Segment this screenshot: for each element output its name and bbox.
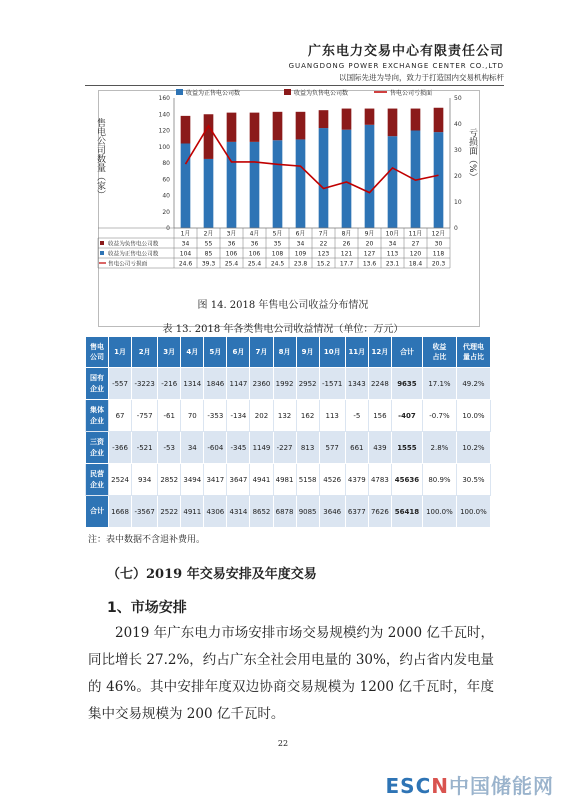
bar-negative	[181, 116, 191, 144]
table-row	[86, 464, 491, 496]
row-label: 民营 企业	[86, 464, 109, 496]
x-tick-label: 3月	[226, 230, 237, 238]
table-data-label: 118	[432, 250, 445, 258]
table-data-label: 30	[434, 240, 443, 248]
table-cell: -134	[227, 400, 250, 432]
table-data-label: 26	[342, 240, 351, 248]
subsection-title: 1、市场安排	[107, 600, 187, 616]
table-cell: 1314	[181, 368, 204, 400]
table-data-label: 34	[296, 240, 305, 248]
table-cell: 45636	[391, 464, 422, 496]
table-cell: 813	[296, 432, 319, 464]
table-cell: -407	[391, 400, 422, 432]
y-tick-label: 160	[158, 95, 170, 102]
table-cell: 2360	[250, 368, 273, 400]
table-cell: -345	[227, 432, 250, 464]
legend-label: 售电公司亏损面	[390, 90, 433, 97]
company-name-cn: 广东电力交易中心有限责任公司	[307, 44, 504, 59]
table-header-row	[86, 337, 491, 368]
table-cell: 10.2%	[456, 432, 490, 464]
table-cell: 56418	[391, 496, 422, 528]
table-data-label: 85	[204, 250, 213, 258]
bar-positive	[181, 144, 191, 229]
row-label: 国有 企业	[86, 368, 109, 400]
y2-tick-label: 10	[454, 199, 462, 206]
table-cell: -557	[109, 368, 132, 400]
x-tick-label: 10月	[385, 230, 400, 238]
table-cell: 4783	[368, 464, 391, 496]
table-data-label: 108	[271, 250, 284, 258]
table-header-cell: 合计	[391, 337, 422, 368]
page-number: 22	[277, 739, 289, 748]
bar-negative	[388, 109, 398, 137]
table-cell: 8652	[250, 496, 273, 528]
table-data-label: 25.4	[247, 260, 262, 268]
table-data-label: 120	[409, 250, 422, 258]
company-name-en: GUANGDONG POWER EXCHANGE CENTER CO.,LTD	[288, 62, 504, 70]
legend-label: 收益为正售电公司数	[186, 90, 241, 97]
table-data-label: 106	[248, 250, 261, 258]
table-header-cell: 12月	[368, 337, 391, 368]
table-data-label: 17.7	[339, 260, 354, 268]
table-cell: 4526	[319, 464, 345, 496]
table-cell: 3646	[319, 496, 345, 528]
table-cell: 49.2%	[456, 368, 490, 400]
table-cell: 10.0%	[456, 400, 490, 432]
table-header-cell: 2月	[132, 337, 158, 368]
bar-positive	[227, 142, 237, 228]
figure-caption: 图 14. 2018 年售电公司收益分布情况	[197, 300, 369, 311]
section-title: （七）2019 年交易安排及年度交易	[107, 567, 317, 582]
table-data-label: 34	[181, 240, 190, 248]
loss-rate-line	[186, 126, 439, 193]
table-cell: -3223	[132, 368, 158, 400]
revenue-table	[85, 336, 491, 528]
page-header	[289, 40, 504, 83]
table-data-label: 123	[317, 250, 330, 258]
table-cell: 113	[319, 400, 345, 432]
bar-negative	[227, 113, 237, 142]
table-data-label: 18.4	[408, 260, 423, 268]
company-slogan: 以国际先进为导向，致力于打造国内交易机构标杆	[339, 73, 504, 82]
table-header-cell: 1月	[109, 337, 132, 368]
table-data-label: 113	[386, 250, 399, 258]
table-header-cell: 7月	[250, 337, 273, 368]
table-cell: 132	[273, 400, 296, 432]
bar-positive	[365, 125, 375, 228]
table-cell: 162	[296, 400, 319, 432]
y-tick-label: 0	[166, 225, 170, 232]
table-note: 注：表中数据不含退补费用。	[88, 535, 206, 545]
table-cell: -61	[158, 400, 181, 432]
watermark-logo: ESCN中国储能网	[385, 774, 554, 798]
table-cell: 17.1%	[422, 368, 456, 400]
table-row-label: 收益为负售电公司数	[108, 241, 159, 248]
table-cell: 30.5%	[456, 464, 490, 496]
table-header-cell: 代理电 量占比	[456, 337, 490, 368]
table-header-cell: 11月	[345, 337, 368, 368]
table-data-label: 36	[250, 240, 259, 248]
table-header-cell: 4月	[181, 337, 204, 368]
table-cell: 6878	[273, 496, 296, 528]
table-cell: -0.7%	[422, 400, 456, 432]
table-cell: 1668	[109, 496, 132, 528]
table-corner: 售电 公司	[86, 337, 109, 368]
table-cell: 4306	[204, 496, 227, 528]
bar-positive	[319, 128, 329, 228]
table-header-cell: 9月	[296, 337, 319, 368]
bar-positive	[388, 136, 398, 228]
bar-positive	[342, 130, 352, 228]
table-header-cell: 10月	[319, 337, 345, 368]
table-cell: -353	[204, 400, 227, 432]
table-cell: 1846	[204, 368, 227, 400]
x-tick-label: 8月	[341, 230, 352, 238]
table-cell: 7626	[368, 496, 391, 528]
table-cell: 70	[181, 400, 204, 432]
table-row	[86, 368, 491, 400]
x-tick-label: 1月	[180, 230, 191, 238]
y-axis-label: 售电公司数量（家）	[95, 118, 105, 199]
table-data-label: 35	[273, 240, 282, 248]
y2-tick-label: 50	[454, 95, 462, 102]
table-cell: -3567	[132, 496, 158, 528]
table-data-label: 127	[363, 250, 376, 258]
table-data-label: 106	[225, 250, 238, 258]
y2-tick-label: 20	[454, 173, 462, 180]
table-data-label: 23.8	[293, 260, 308, 268]
table-cell: 577	[319, 432, 345, 464]
table-cell: 5158	[296, 464, 319, 496]
y2-tick-label: 30	[454, 147, 462, 154]
bar-positive	[204, 159, 214, 228]
x-tick-label: 4月	[249, 230, 260, 238]
table-data-label: 36	[227, 240, 236, 248]
table-header-cell: 8月	[273, 337, 296, 368]
bar-negative	[296, 112, 306, 140]
table-cell: 3417	[204, 464, 227, 496]
table-cell: 1343	[345, 368, 368, 400]
table-cell: 2522	[158, 496, 181, 528]
table-data-label: 121	[340, 250, 353, 258]
row-label: 集体 企业	[86, 400, 109, 432]
table-cell: 6377	[345, 496, 368, 528]
table-cell: 34	[181, 432, 204, 464]
table-cell: 80.9%	[422, 464, 456, 496]
table-cell: 1147	[227, 368, 250, 400]
table-cell: 439	[368, 432, 391, 464]
table-cell: 1149	[250, 432, 273, 464]
table-row-label: 售电公司亏损面	[108, 261, 148, 268]
table-cell: 67	[109, 400, 132, 432]
row-label: 三资 企业	[86, 432, 109, 464]
table-row	[86, 432, 491, 464]
table-cell: -5	[345, 400, 368, 432]
table-data-label: 23.1	[385, 260, 400, 268]
table-cell: 4314	[227, 496, 250, 528]
legend-label: 收益为负售电公司数	[294, 90, 349, 97]
table-data-label: 22	[319, 240, 328, 248]
x-tick-label: 7月	[318, 230, 329, 238]
y2-tick-label: 0	[454, 225, 458, 232]
table-data-label: 15.2	[316, 260, 331, 268]
row-label: 合计	[86, 496, 109, 528]
table-data-label: 55	[204, 240, 213, 248]
table-cell: 4941	[250, 464, 273, 496]
table-cell: -216	[158, 368, 181, 400]
table-cell: 100.0%	[456, 496, 490, 528]
table-cell: 4911	[181, 496, 204, 528]
bar-negative	[250, 113, 260, 142]
table-cell: 934	[132, 464, 158, 496]
header-divider	[85, 85, 504, 86]
table-header-cell: 5月	[204, 337, 227, 368]
table-data-label: 24.5	[270, 260, 285, 268]
table-header-cell: 收益 占比	[422, 337, 456, 368]
bar-negative	[365, 109, 375, 125]
bar-positive	[250, 142, 260, 228]
table-cell: 4379	[345, 464, 368, 496]
bar-negative	[273, 112, 283, 140]
table-cell: 2.8%	[422, 432, 456, 464]
table-cell: 100.0%	[422, 496, 456, 528]
y-tick-label: 20	[162, 208, 170, 216]
x-tick-label: 5月	[272, 230, 283, 238]
table-cell: -757	[132, 400, 158, 432]
x-tick-label: 6月	[295, 230, 306, 238]
table-data-label: 34	[388, 240, 397, 248]
bar-negative	[204, 114, 214, 159]
x-tick-label: 11月	[408, 230, 423, 238]
x-tick-label: 12月	[431, 230, 446, 238]
legend-swatch	[176, 89, 183, 95]
table-legend-key	[100, 251, 104, 255]
table-cell: 2852	[158, 464, 181, 496]
table-cell: -53	[158, 432, 181, 464]
table-cell: 9085	[296, 496, 319, 528]
table-legend-key	[100, 241, 104, 245]
table-data-label: 27	[411, 240, 420, 248]
table-cell: 2952	[296, 368, 319, 400]
table-cell: 3494	[181, 464, 204, 496]
table-cell: -366	[109, 432, 132, 464]
x-tick-label: 2月	[203, 230, 214, 238]
y-tick-label: 80	[162, 160, 170, 167]
y2-tick-label: 40	[454, 121, 462, 128]
table-cell: 202	[250, 400, 273, 432]
legend-swatch	[284, 89, 291, 95]
table-cell: 1555	[391, 432, 422, 464]
table-caption: 表 13. 2018 年各类售电公司收益情况（单位：万元）	[162, 324, 404, 335]
table-data-label: 13.6	[362, 260, 377, 268]
table-cell: 4981	[273, 464, 296, 496]
y-tick-label: 40	[162, 192, 170, 200]
table-cell: 661	[345, 432, 368, 464]
table-cell: -604	[204, 432, 227, 464]
table-cell: -1571	[319, 368, 345, 400]
table-row	[86, 496, 491, 528]
bar-positive	[296, 139, 306, 228]
table-data-label: 20	[365, 240, 374, 248]
bar-negative	[411, 109, 421, 131]
bar-positive	[434, 132, 444, 228]
table-row-label: 收益为正售电公司数	[108, 251, 159, 258]
bar-negative	[342, 109, 352, 130]
bar-negative	[434, 108, 444, 132]
table-data-label: 104	[179, 250, 192, 258]
table-cell: -521	[132, 432, 158, 464]
y-tick-label: 120	[158, 127, 170, 135]
table-row	[86, 400, 491, 432]
table-cell: 9635	[391, 368, 422, 400]
bar-positive	[273, 140, 283, 228]
table-cell: 2524	[109, 464, 132, 496]
table-data-label: 109	[294, 250, 307, 258]
table-data-label: 20.3	[431, 260, 446, 268]
y2-axis-label: 亏损面（%）	[467, 128, 477, 182]
table-header-cell: 3月	[158, 337, 181, 368]
table-cell: 3647	[227, 464, 250, 496]
y-tick-label: 140	[158, 111, 170, 119]
table-cell: -227	[273, 432, 296, 464]
revenue-distribution-chart	[88, 88, 483, 293]
y-tick-label: 60	[162, 176, 170, 184]
table-cell: 1992	[273, 368, 296, 400]
table-data-label: 24.6	[178, 260, 193, 268]
table-header-cell: 6月	[227, 337, 250, 368]
x-tick-label: 9月	[364, 230, 375, 238]
table-cell: 2248	[368, 368, 391, 400]
table-data-label: 39.3	[201, 260, 216, 268]
table-cell: 156	[368, 400, 391, 432]
table-data-label: 25.4	[224, 260, 239, 268]
bar-negative	[319, 110, 329, 128]
body-paragraph: 2019 年广东电力市场安排市场交易规模约为 2000 亿千瓦时，同比增长 27.2%，约占广东全社会用电量的 30%，约占省内发电量的 46%。其中安排年度双边协商交易规模为 1200 亿千瓦时，年度集中交易规模为 200 亿千瓦时。	[88, 625, 494, 722]
y-tick-label: 100	[158, 143, 170, 151]
